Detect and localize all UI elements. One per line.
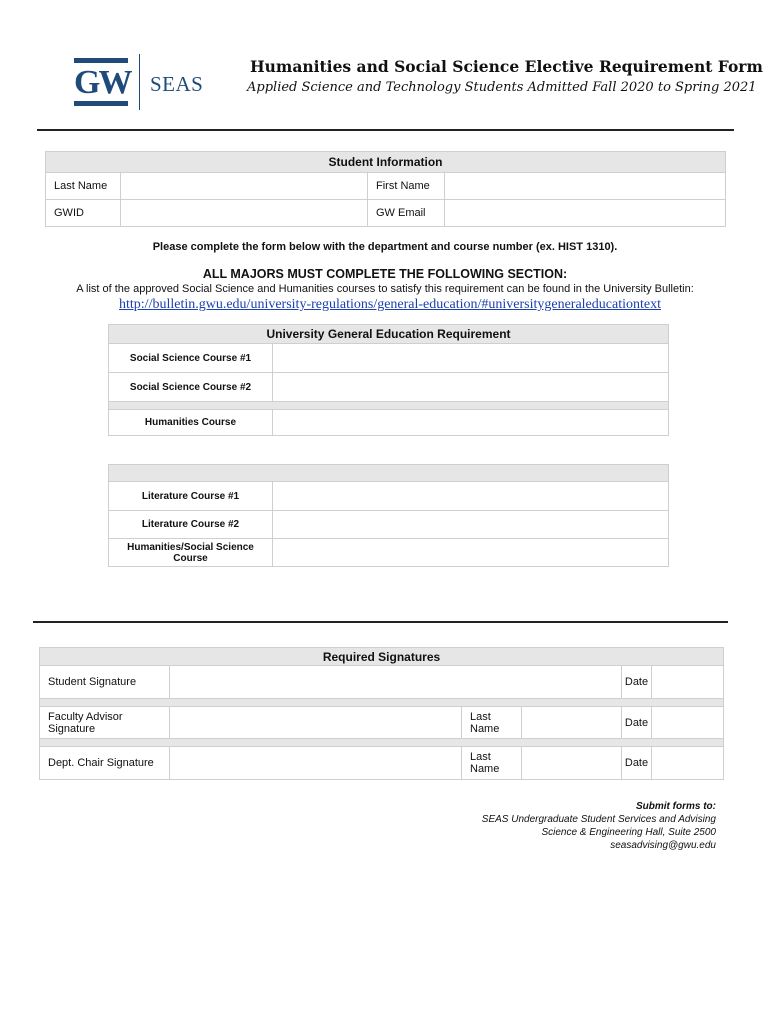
literature-heading [109, 465, 669, 482]
submit-heading: Submit forms to: [636, 801, 716, 812]
literature-table [108, 464, 669, 567]
first-name-field[interactable] [445, 173, 726, 200]
humanities-field[interactable] [273, 410, 669, 436]
literature-2-field[interactable] [273, 511, 669, 539]
faculty-last-name-field[interactable] [522, 707, 622, 739]
all-majors-heading: ALL MAJORS MUST COMPLETE THE FOLLOWING SECTION: [202, 267, 568, 281]
form-instructions: Please complete the form below with the department and course number (ex. HIST 1310). [152, 241, 618, 253]
header-divider [37, 129, 734, 131]
gwid-field[interactable] [121, 200, 368, 227]
seas-logo-text: SEAS [150, 72, 204, 96]
gw-email-field[interactable] [445, 200, 726, 227]
faculty-advisor-signature-field[interactable] [170, 707, 462, 739]
student-info-heading: Student Information [46, 152, 726, 173]
gw-logo-mark [74, 58, 131, 106]
gen-ed-spacer-row [109, 402, 669, 410]
social-science-2-label: Social Science Course #2 [109, 373, 273, 402]
chair-date-field[interactable] [652, 747, 724, 780]
form-subtitle: Applied Science and Technology Students Admitted Fall 2020 to Spring 2021 [247, 80, 757, 95]
literature-1-label: Literature Course #1 [109, 482, 273, 511]
first-name-label: First Name [368, 173, 445, 200]
student-signature-label: Student Signature [40, 666, 170, 699]
humanities-social-science-field[interactable] [273, 539, 669, 567]
signatures-spacer-2 [40, 739, 724, 747]
gen-ed-heading: University General Education Requirement [109, 325, 669, 344]
submit-address: Science & Engineering Hall, Suite 2500 [541, 827, 716, 838]
literature-2-label: Literature Course #2 [109, 511, 273, 539]
logo-divider [139, 54, 140, 110]
form-title: Humanities and Social Science Elective Requirement Form [250, 57, 763, 76]
submit-email[interactable]: seasadvising@gwu.edu [610, 840, 716, 851]
humanities-social-science-label [109, 539, 273, 567]
faculty-date-field[interactable] [652, 707, 724, 739]
gwid-label: GWID [46, 200, 121, 227]
social-science-2-field[interactable] [273, 373, 669, 402]
social-science-1-field[interactable] [273, 344, 669, 373]
bulletin-link[interactable]: http://bulletin.gwu.edu/university-regulations/general-education/#universitygeneraleducationtext [119, 297, 661, 312]
student-info-table [45, 151, 726, 227]
submit-office: SEAS Undergraduate Student Services and Advising [481, 814, 716, 825]
chair-last-name-label: Last Name [462, 747, 522, 780]
signatures-table [39, 647, 724, 780]
hss-label-line-1: Humanities/Social Science [127, 541, 254, 553]
submit-info [482, 800, 716, 852]
signatures-divider [33, 621, 728, 623]
chair-date-label: Date [622, 747, 652, 780]
student-date-field[interactable] [652, 666, 724, 699]
gen-ed-table [108, 324, 669, 436]
student-signature-field[interactable] [170, 666, 622, 699]
student-date-label: Date [622, 666, 652, 699]
literature-1-field[interactable] [273, 482, 669, 511]
chair-last-name-field[interactable] [522, 747, 622, 780]
dept-chair-signature-field[interactable] [170, 747, 462, 780]
bulletin-text: A list of the approved Social Science and Humanities courses to satisfy this requirement can be found in the University Bulletin: [76, 283, 694, 295]
dept-chair-signature-label: Dept. Chair Signature [40, 747, 170, 780]
faculty-last-name-label: Last Name [462, 707, 522, 739]
signatures-spacer-1 [40, 699, 724, 707]
last-name-label: Last Name [46, 173, 121, 200]
faculty-date-label: Date [622, 707, 652, 739]
social-science-1-label: Social Science Course #1 [109, 344, 273, 373]
last-name-field[interactable] [121, 173, 368, 200]
gw-logo-letters: GW [74, 64, 131, 101]
faculty-advisor-signature-label: Faculty Advisor Signature [40, 707, 170, 739]
gw-email-label: GW Email [368, 200, 445, 227]
humanities-label: Humanities Course [109, 410, 273, 436]
hss-label-line-2: Course [173, 552, 208, 564]
signatures-heading: Required Signatures [40, 648, 724, 666]
